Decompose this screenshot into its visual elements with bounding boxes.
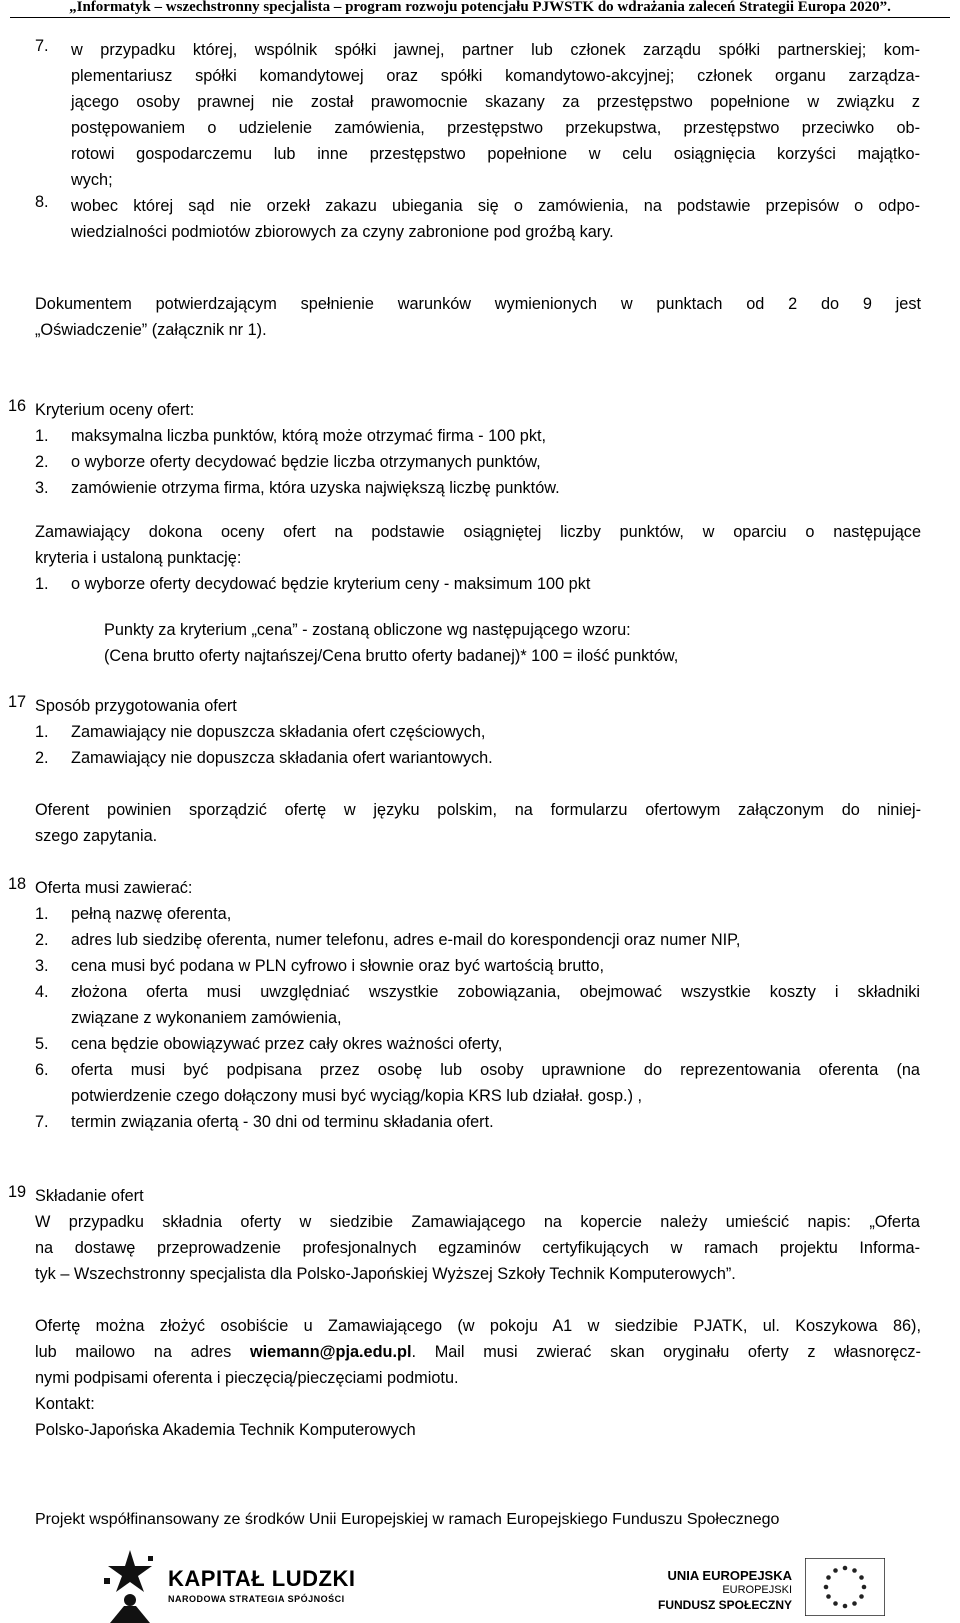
list-item xyxy=(35,953,920,979)
list-item xyxy=(35,423,920,449)
running-header: „Informatyk – wszechstronny specjalista – program rozwoju potencjału PJWSTK do wdrażania zaleceń Strategii Europa 2020”. xyxy=(69,0,891,15)
formula-intro: Punkty za kryterium „cena” - zostaną obliczone wg następującego wzoru: xyxy=(104,621,631,639)
list-text: adres lub siedzibę oferenta, numer telefonu, adres e-mail do korespondencji oraz numer NIP, xyxy=(71,931,741,949)
footer-logos xyxy=(0,1548,960,1623)
text-line: na dostawę przeprowadzenie profesjonalnych egzaminów certyfikujących w ramach projektu Informa- xyxy=(35,1239,920,1257)
list-item xyxy=(35,1031,920,1057)
list-text: o wyborze oferty decydować będzie liczba otrzymanych punktów, xyxy=(71,453,541,471)
list-text: o wyborze oferty decydować będzie kryterium ceny - maksimum 100 pkt xyxy=(71,575,591,593)
text-line: złożona oferta musi uwzględniać wszystkie zobowiązania, obejmować wszystkie koszty i składniki xyxy=(71,983,920,1001)
text-line xyxy=(35,1339,921,1365)
eu-social-fund-logo xyxy=(650,1548,950,1623)
text-line: Oferent powinien sporządzić ofertę w języku polskim, na formularzu ofertowym załączonym do niniej- xyxy=(35,801,921,819)
eu-line: EUROPEJSKI xyxy=(722,1584,792,1596)
section-number: 18 xyxy=(8,875,27,893)
list-number: 5. xyxy=(35,1035,49,1053)
kapital-ludzki-subtitle: NARODOWA STRATEGIA SPÓJNOŚCI xyxy=(168,1594,345,1604)
text-line: kryteria i ustaloną punktację: xyxy=(35,549,242,567)
section-number: 16 xyxy=(8,397,27,415)
text-line: Dokumentem potwierdzającym spełnienie warunków wymienionych w punktach od 2 do 9 jest xyxy=(35,295,921,313)
section-title: Kryterium oceny ofert: xyxy=(35,401,195,419)
text-run: . Mail musi zwierać skan oryginału oferty z własnoręcz- xyxy=(411,1343,921,1361)
contact-organization: Polsko-Japońska Akademia Technik Komputerowych xyxy=(35,1421,416,1439)
list-number: 3. xyxy=(35,479,49,497)
language-paragraph xyxy=(35,797,921,849)
list-text: cena musi być podana w PLN cyfrowo i słownie oraz być wartością brutto, xyxy=(71,957,604,975)
text-line: wych; xyxy=(71,171,113,189)
section-title: Oferta musi zawierać: xyxy=(35,879,193,897)
kapital-ludzki-logo xyxy=(100,1548,500,1623)
eu-flag-icon xyxy=(805,1558,885,1616)
formula-block xyxy=(104,617,904,669)
text-line: W przypadku składnia oferty w siedzibie Zamawiającego na kopercie należy umieścić napis: „Oferta xyxy=(35,1213,920,1231)
text-line: wobec której sąd nie orzekł zakazu ubiegania się o zamówienia, na podstawie przepisów o odpo- xyxy=(71,197,920,215)
text-line: szego zapytania. xyxy=(35,827,158,845)
list-number: 2. xyxy=(35,749,49,767)
text-line: Ofertę można złożyć osobiście u Zamawiającego (w pokoju A1 w siedzibie PJATK, ul. Koszykowa 86), xyxy=(35,1317,921,1335)
section-title: Składanie ofert xyxy=(35,1187,144,1205)
list-item-8 xyxy=(8,193,920,245)
list-item xyxy=(35,901,920,927)
evaluation-paragraph xyxy=(35,519,921,597)
section-title: Sposób przygotowania ofert xyxy=(35,697,237,715)
eu-line: UNIA EUROPEJSKA xyxy=(667,1568,792,1583)
list-text: cena będzie obowiązywać przez cały okres ważności oferty, xyxy=(71,1035,503,1053)
list-text: Zamawiający nie dopuszcza składania ofert częściowych, xyxy=(71,723,486,741)
kapital-ludzki-emblem-icon xyxy=(100,1548,160,1623)
text-line: Zamawiający dokona oceny ofert na podstawie osiągniętej liczby punktów, w oparciu o następujące xyxy=(35,523,921,541)
list-number: 1. xyxy=(35,723,49,741)
list-item xyxy=(35,475,920,501)
list-item xyxy=(35,449,920,475)
list-number: 1. xyxy=(35,427,49,445)
list-number: 2. xyxy=(35,931,49,949)
list-number: 7. xyxy=(35,37,49,55)
section-number: 19 xyxy=(8,1183,27,1201)
eu-text xyxy=(650,1568,792,1613)
list-text: termin związania ofertą - 30 dni od terminu składania ofert. xyxy=(71,1113,494,1131)
list-number: 6. xyxy=(35,1061,49,1079)
list-item xyxy=(35,745,920,771)
section-17 xyxy=(8,693,920,771)
list-item-7 xyxy=(8,37,920,193)
text-line: jącego osoby prawnej nie został prawomocnie skazany za przestępstwo popełnione w związku z xyxy=(71,93,920,111)
list-text: zamówienie otrzyma firma, która uzyska największą liczbę punktów. xyxy=(71,479,560,497)
text-line: potwierdzenie czego dołączony musi być wyciąg/kopia KRS lub działał. gosp.) , xyxy=(71,1087,643,1105)
list-text: pełną nazwę oferenta, xyxy=(71,905,232,923)
text-line: oferta musi być podpisana przez osobę lub osoby uprawnione do reprezentowania oferenta (na xyxy=(71,1061,920,1079)
eu-line: FUNDUSZ SPOŁECZNY xyxy=(657,1598,792,1612)
text-line: nymi podpisami oferenta i pieczęcią/pieczęciami podmiotu. xyxy=(35,1369,459,1387)
list-number: 1. xyxy=(35,905,49,923)
list-item xyxy=(35,979,920,1031)
formula: (Cena brutto oferty najtańszej/Cena brutto oferty badanej)* 100 = ilość punktów, xyxy=(104,647,679,665)
text-line: związane z wykonaniem zamówienia, xyxy=(71,1009,342,1027)
text-line: w przypadku której, wspólnik spółki jawnej, partner lub członek zarządu spółki partnerskiej; kom- xyxy=(71,41,920,59)
text-run: lub mailowo na adres xyxy=(35,1343,250,1361)
text-line: tyk – Wszechstronny specjalista dla Polsko-Japońskiej Wyższej Szkoły Technik Komputerowych”. xyxy=(35,1265,736,1283)
text-line: plementariusz spółki komandytowej oraz spółki komandytowo-akcyjnej; członek organu zarządza- xyxy=(71,67,920,85)
header-rule xyxy=(10,17,950,18)
list-number: 4. xyxy=(35,983,49,1001)
text-line: „Oświadczenie” (załącznik nr 1). xyxy=(35,321,267,339)
list-number: 7. xyxy=(35,1113,49,1131)
section-18 xyxy=(8,875,920,1135)
list-item xyxy=(35,719,920,745)
list-item xyxy=(35,1109,920,1135)
section-16 xyxy=(8,397,920,501)
list-item xyxy=(35,1057,920,1109)
list-text: Zamawiający nie dopuszcza składania ofert wariantowych. xyxy=(71,749,493,767)
kapital-ludzki-title: KAPITAŁ LUDZKI xyxy=(168,1566,356,1591)
list-item xyxy=(35,571,921,597)
confirm-paragraph xyxy=(35,291,921,343)
text-line: wiedzialności podmiotów zbiorowych za czyny zabronione pod groźbą kary. xyxy=(71,223,614,241)
text-line: rotowi gospodarczemu lub inne przestępstwo popełnione w celu osiągnięcia korzyści majątko- xyxy=(71,145,920,163)
list-number: 2. xyxy=(35,453,49,471)
submission-paragraph xyxy=(35,1313,921,1443)
list-text: maksymalna liczba punktów, którą może otrzymać firma - 100 pkt, xyxy=(71,427,547,445)
list-item xyxy=(35,927,920,953)
contact-label: Kontakt: xyxy=(35,1395,95,1413)
list-number: 8. xyxy=(35,193,49,211)
section-19 xyxy=(8,1183,920,1287)
list-number: 3. xyxy=(35,957,49,975)
text-line: postępowaniem o udzielenie zamówienia, przestępstwo przekupstwa, przestępstwo przeciwko ob- xyxy=(71,119,920,137)
email-link[interactable]: wiemann@pja.edu.pl xyxy=(249,1343,412,1361)
cofinancing-note: Projekt współfinansowany ze środków Unii Europejskiej w ramach Europejskiego Funduszu Społecznego xyxy=(35,1511,780,1528)
list-number: 1. xyxy=(35,575,49,593)
section-number: 17 xyxy=(8,693,27,711)
